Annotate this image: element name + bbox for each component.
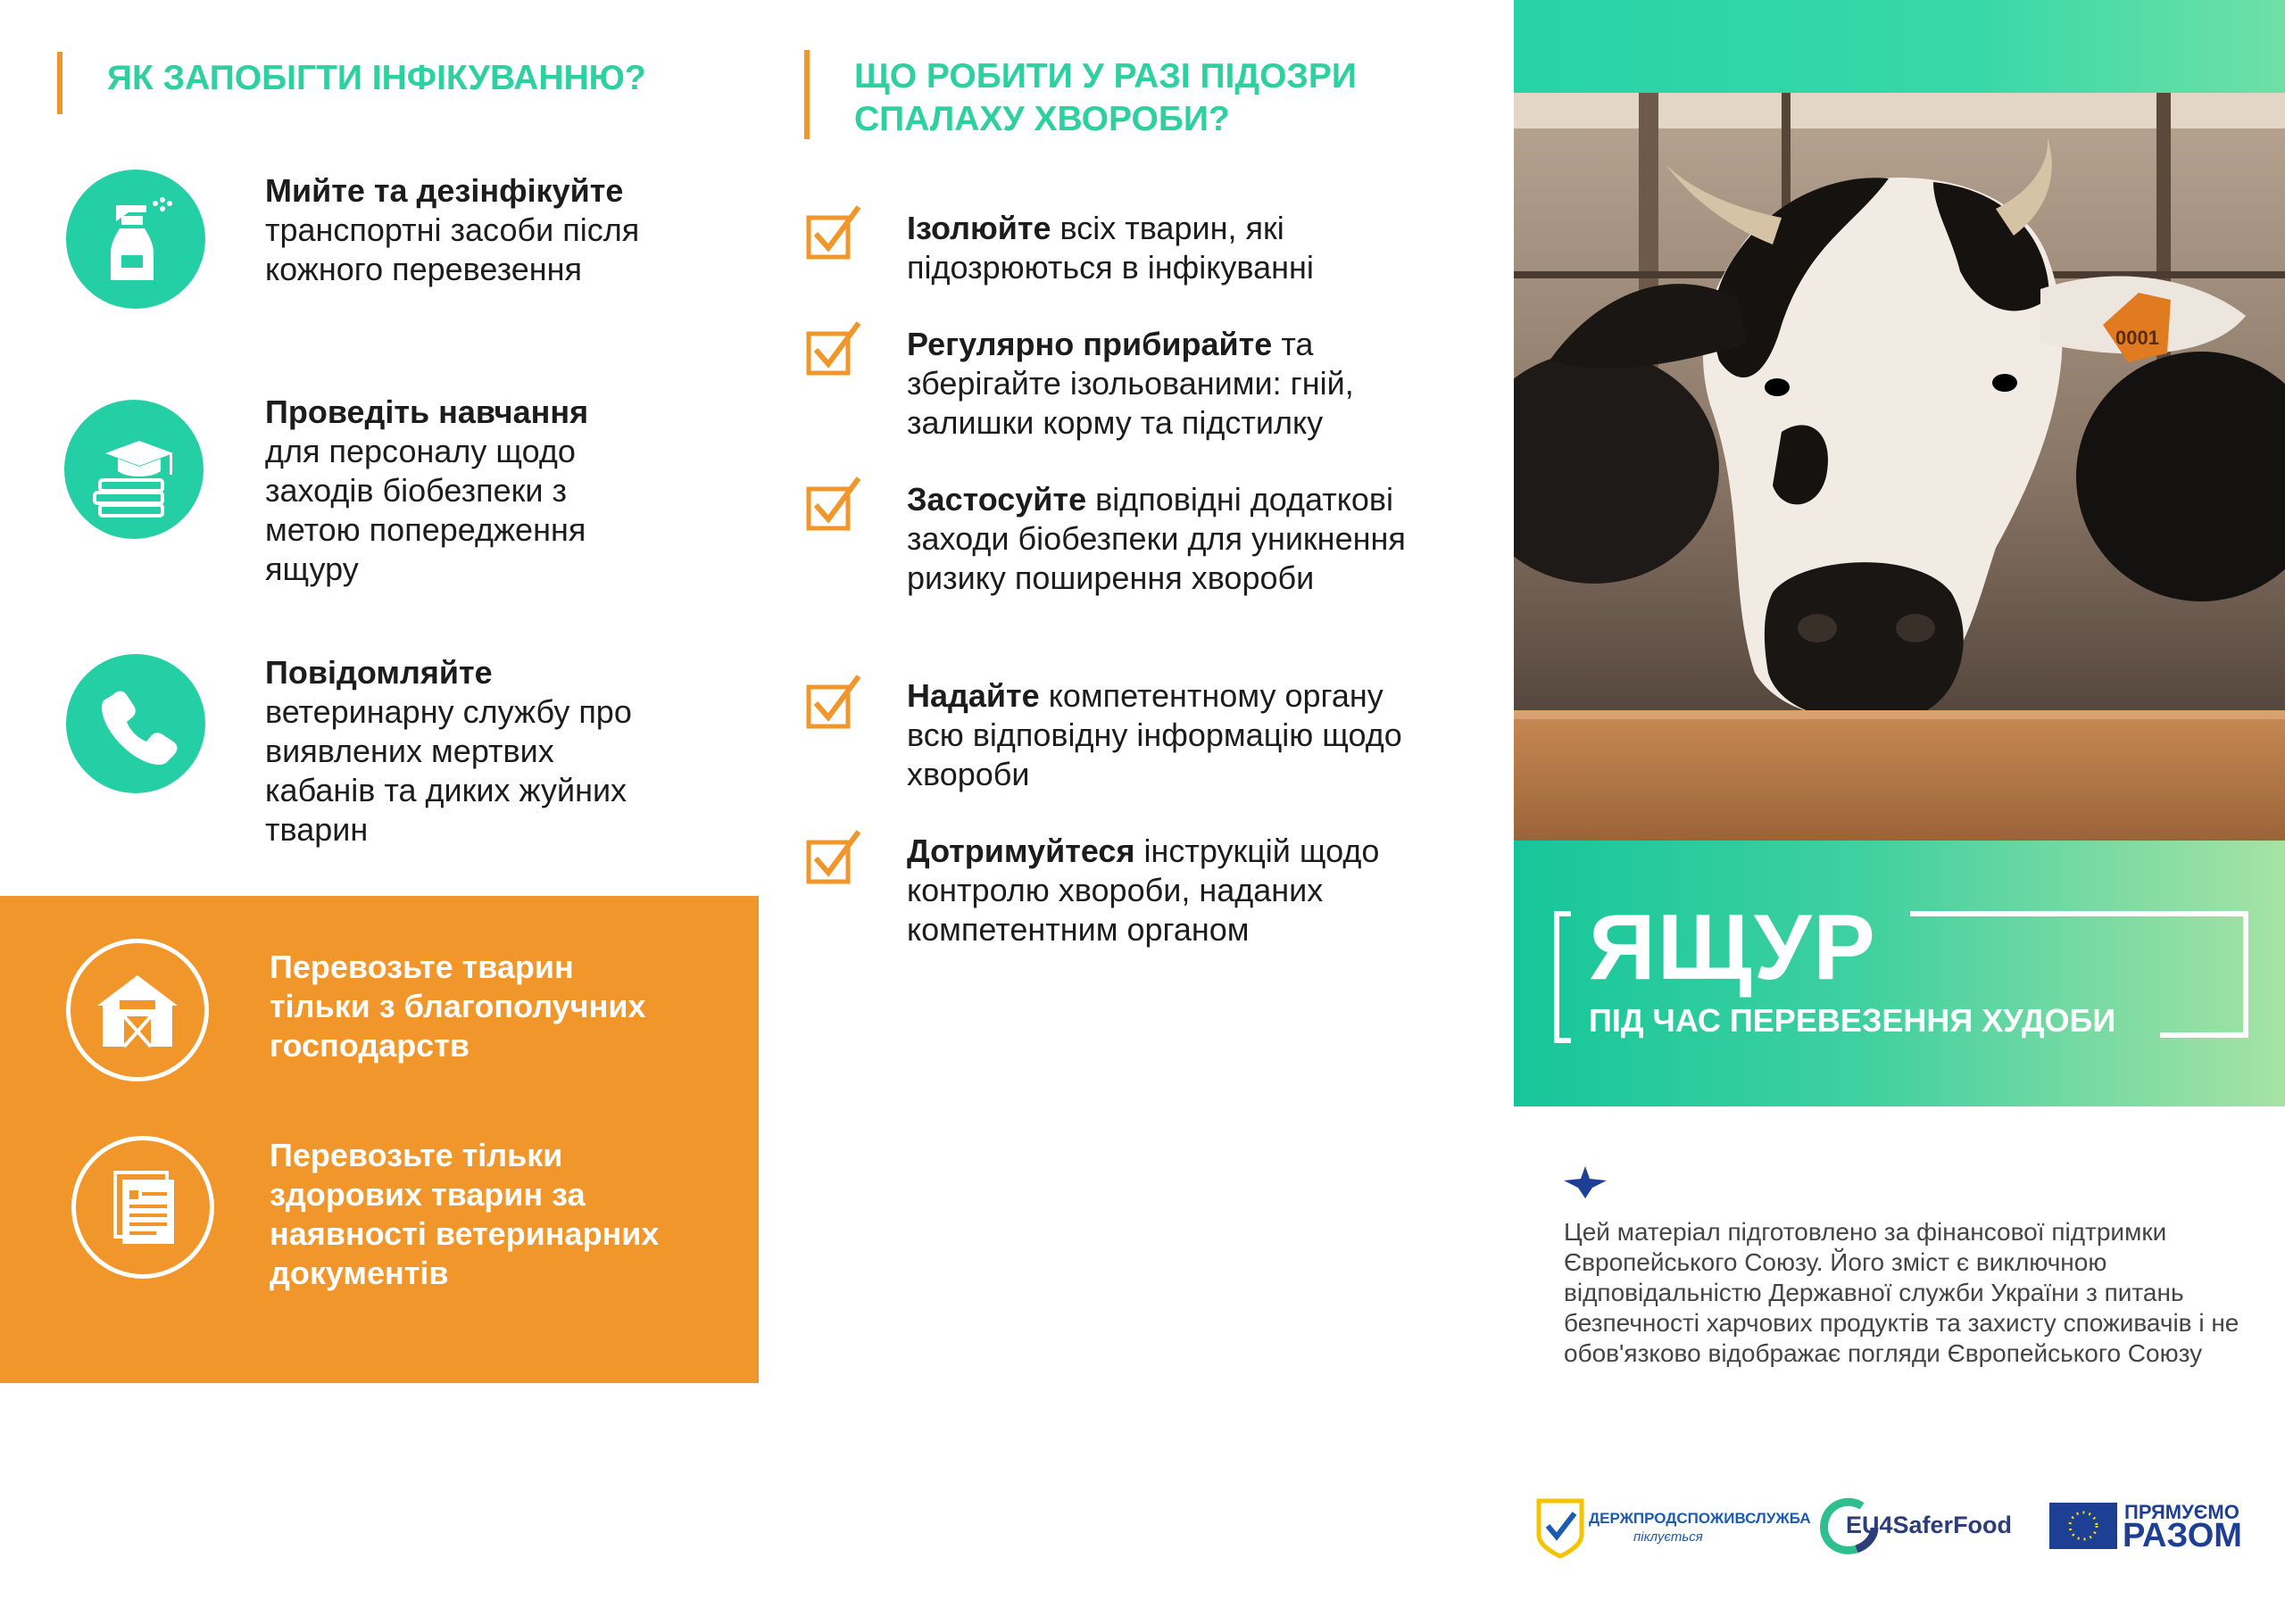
prevent-item-1: Мийте та дезінфікуйте транспортні засоби після кожного перевезення (265, 172, 640, 287)
checkbox-icon (803, 671, 866, 733)
together-logo-line2: РАЗОМ (2123, 1517, 2242, 1554)
dpss-shield-icon (1535, 1496, 1585, 1560)
checkbox-icon (803, 473, 866, 535)
banner-title: ЯЩУР (1589, 896, 1877, 999)
phone-icon (66, 654, 205, 793)
suspect-item-5: Дотримуйтеся інструкцій щодо контролю хвороби, наданих компетентним органом (907, 833, 1380, 948)
dpss-logo-name: ДЕРЖПРОДСПОЖИВСЛУЖБА (1589, 1510, 1811, 1527)
prevent-heading: ЯК ЗАПОБІГТИ ІНФІКУВАННЮ? (57, 57, 732, 100)
suspect-item-2: Регулярно прибирайте та зберігайте ізольованими: гній, залишки корму та підстилку (907, 326, 1354, 441)
suspect-item-4: Надайте компетентному органу всю відповідну інформацію щодо хвороби (907, 677, 1402, 792)
barn-icon (66, 939, 209, 1081)
checkbox-icon (803, 826, 866, 889)
eu4safer-logo-text: EU4SaferFood (1846, 1512, 2013, 1538)
prevent-item-3: Повідомляйте ветеринарну службу про виявлених мертвих кабанів та диких жуйних тварин (265, 654, 632, 848)
ear-tag-number: 0001 (2115, 327, 2159, 349)
transport-item-1: Перевозьте тварин тільки з благополучних господарств (270, 949, 646, 1064)
checkbox-icon (803, 318, 866, 380)
spray-bottle-icon (66, 170, 205, 309)
transport-item-2: Перевозьте тільки здорових тварин за наявності ветеринарних документів (270, 1137, 660, 1291)
document-icon (71, 1136, 214, 1279)
prevent-item-2: Проведіть навчання для персоналу щодо заходів біобезпеки з метою попередження ящуру (265, 394, 589, 587)
cow-photo (1514, 93, 2285, 841)
suspect-item-1: Ізолюйте всіх тварин, які підозрюються в інфікуванні (907, 210, 1314, 286)
top-gradient-strip (1514, 0, 2285, 93)
banner-subtitle: ПІД ЧАС ПЕРЕВЕЗЕННЯ ХУДОБИ (1589, 1002, 2116, 1039)
dpss-logo-slogan: піклується (1633, 1529, 1703, 1545)
together-logo-line1: ПРЯМУЄМО (2124, 1501, 2239, 1523)
suspect-heading: ЩО РОБИТИ У РАЗІ ПІДОЗРИ СПАЛАХУ ХВОРОБИ? (804, 55, 1497, 141)
eu-disclaimer: Цей матеріал підготовлено за фінансової підтримки Європейського Союзу. Його зміст є виключною відповідальністю Державної служби України з питань безпечності харчових продуктів та захисту споживачів і не обов'язково відображає погляди Європейського Союзу (1564, 1218, 2239, 1367)
suspect-item-3: Застосуйте відповідні додаткові заходи біобезпеки для уникнення ризику поширення хвороби (907, 481, 1406, 596)
eu-flag-icon (2049, 1503, 2117, 1549)
eu-star-icon (1562, 1164, 1608, 1200)
graduation-cap-books-icon (64, 400, 204, 539)
checkbox-icon (803, 202, 866, 264)
